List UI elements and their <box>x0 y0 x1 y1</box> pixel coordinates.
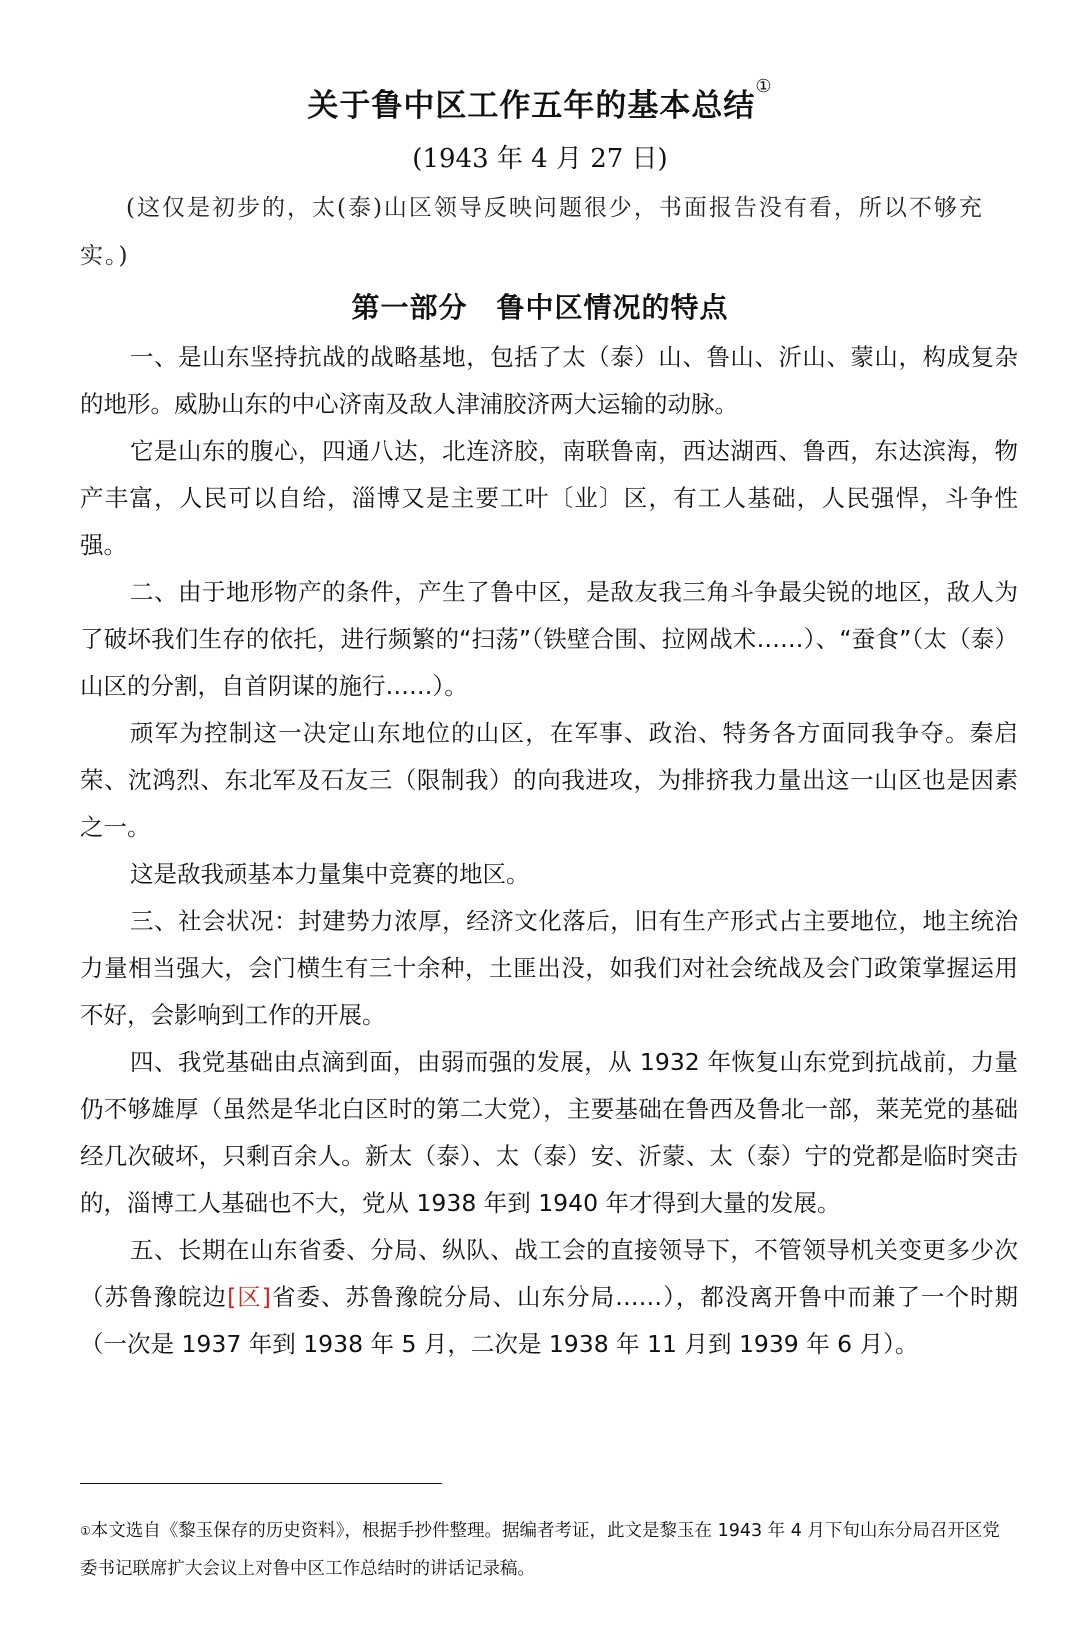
paragraph-part: 五、长期在山东省委、分局、纵队、战工会的直接领导下，不管领导机关变更多少次（苏鲁豫皖边 <box>80 1236 1018 1311</box>
paragraph: 它是山东的腹心，四通八达，北连济胶，南联鲁南，西达湖西、鲁西，东达滨海，物产丰富，人民可以自给，淄博又是主要工叶〔业〕区，有工人基础，人民强悍，斗争性强。 <box>80 437 1018 559</box>
paragraph: 这是敌我顽基本力量集中竞赛的地区。 <box>130 860 530 888</box>
document-title <box>0 76 1080 125</box>
footnote-body: 本文选自《黎玉保存的历史资料》，根据手抄件整理。据编者考证，此文是黎玉在 1943 年 4 月下旬山东分局召开区党委书记联席扩大会议上对鲁中区工作总结时的讲话记录稿。 <box>80 1521 1000 1579</box>
preface-note <box>80 184 1002 280</box>
paragraph: 四、我党基础由点滴到面，由弱而强的发展，从 1932 年恢复山东党到抗战前，力量仍不够雄厚（虽然是华北白区时的第二大党），主要基础在鲁西及鲁北一部，莱芜党的基础经几次破坏，只剩百余人。新太（泰）、太（泰）安、沂蒙、太（泰）宁的党都是临时突击的，淄博工人基础也不大，党从 1938 年到 1940 年才得到大量的发展。 <box>80 1048 1018 1217</box>
footnote-divider <box>80 1483 442 1484</box>
section-heading: 第一部分 鲁中区情况的特点 <box>351 291 729 324</box>
footnote-text <box>80 1512 1010 1588</box>
editorial-insertion: [区] <box>227 1283 271 1311</box>
footnote-mark: ① <box>80 1524 91 1538</box>
paragraph-part: 省委、苏鲁豫皖分局、山东分局……），都没离开鲁中而兼了一个时期（一次是 1937 年到 1938 年 5 月，二次是 1938 年 11 月到 1939 年 6 月）。 <box>80 1283 1019 1358</box>
paragraph: 一、是山东坚持抗战的战略基地，包括了太（泰）山、鲁山、沂山、蒙山，构成复杂的地形。威胁山东的中心济南及敌人津浦胶济两大运输的动脉。 <box>80 343 1018 418</box>
document-date: (1943 年 4 月 27 日) <box>412 144 668 174</box>
paragraph <box>80 1227 1018 1368</box>
paragraph: 二、由于地形物产的条件，产生了鲁中区，是敌友我三角斗争最尖锐的地区，敌人为了破坏我们生存的依托，进行频繁的“扫荡”（铁壁合围、拉网战术……）、“蚕食”（太（泰）山区的分割，自首阴谋的施行……）。 <box>80 578 1018 700</box>
footnote <box>80 1512 1010 1588</box>
title-footnote-mark[interactable]: ① <box>755 76 773 97</box>
paragraph: 顽军为控制这一决定山东地位的山区，在军事、政治、特务各方面同我争夺。秦启荣、沈鸿烈、东北军及石友三（限制我）的向我进攻，为排挤我力量出这一山区也是因素之一。 <box>80 719 1018 841</box>
title-text: 关于鲁中区工作五年的基本总结 <box>307 88 756 124</box>
preface-note-text: (这仅是初步的，太(泰)山区领导反映问题很少，书面报告没有看，所以不够充实。) <box>80 195 984 269</box>
paragraph: 三、社会状况：封建势力浓厚，经济文化落后，旧有生产形式占主要地位，地主统治力量相当强大，会门横生有三十余种，土匪出没，如我们对社会统战及会门政策掌握运用不好，会影响到工作的开展。 <box>80 907 1018 1029</box>
document-body <box>80 334 1018 1368</box>
